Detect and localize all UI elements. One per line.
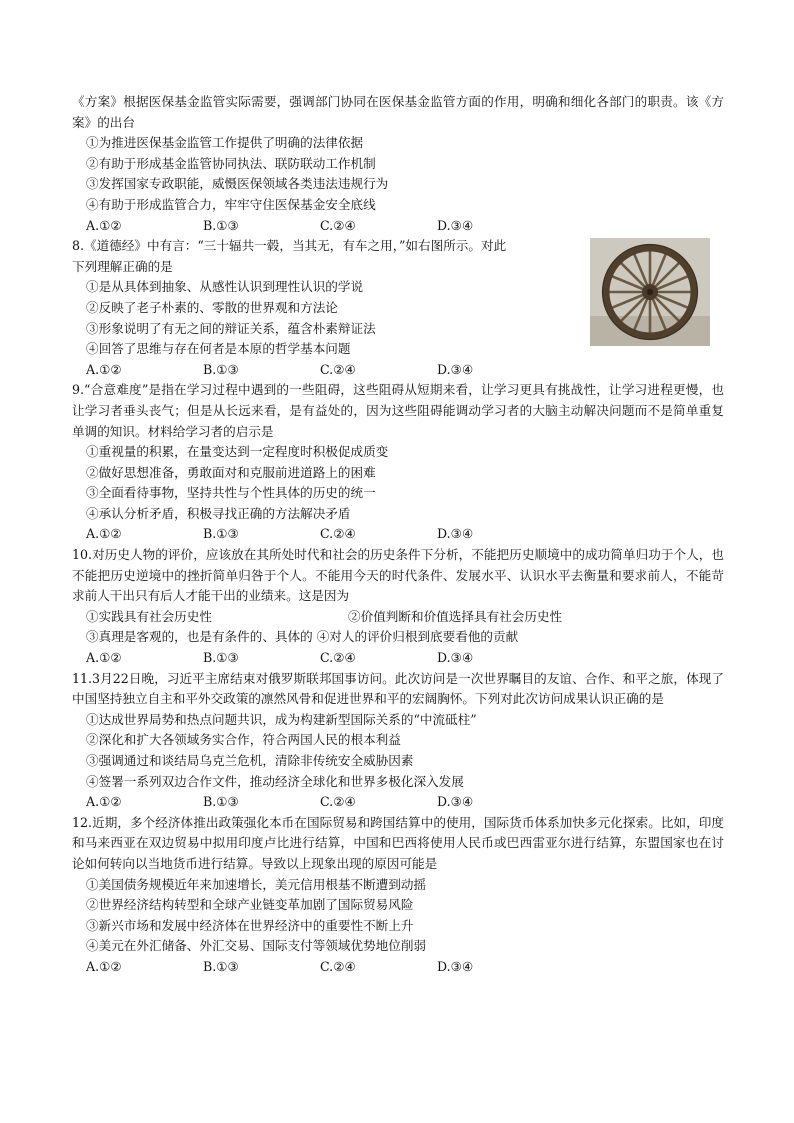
question-10-item-4: ④对人的评价归根到底要看他的贡献 — [316, 629, 519, 645]
question-7-item-3: ③发挥国家专政职能，威慑医保领域各类违法违规行为 — [86, 176, 389, 192]
question-9-item-1: ①重视量的积累，在量变达到一定程度时积极促成质变 — [86, 444, 389, 460]
question-11 — [72, 669, 724, 813]
question-8-item-3: ③形象说明了有无之间的辩证关系，蕴含朴素辩证法 — [86, 320, 376, 336]
question-7-item-1: ①为推进医保基金监管工作提供了明确的法律依据 — [86, 135, 364, 151]
question-7-item-2: ②有助于形成基金监管协同执法、联防联动工作机制 — [86, 155, 376, 171]
choice-b[interactable]: B.①③ — [203, 650, 239, 666]
question-9 — [72, 380, 724, 545]
choice-a[interactable]: A.①② — [86, 361, 122, 377]
choice-d[interactable]: D.③④ — [437, 650, 474, 666]
choice-b[interactable]: B.①③ — [203, 526, 239, 542]
wooden-wheel-image — [590, 238, 710, 346]
choice-a[interactable]: A.①② — [86, 794, 122, 810]
choice-c[interactable]: C.②④ — [320, 650, 356, 666]
question-8-item-2: ②反映了老子朴素的、零散的世界观和方法论 — [86, 299, 338, 315]
question-11-item-4: ④签署一系列双边合作文件，推动经济全球化和世界多极化深入发展 — [86, 773, 464, 789]
choice-d[interactable]: D.③④ — [437, 361, 474, 377]
question-12-stem: 12.近期，多个经济体推出政策强化本币在国际贸易和跨国结算中的使用，国际货币体系加快多元化探索。比如，印度和马来西亚在双边贸易中拟用印度卢比进行结算，中国和巴西将使用人民币或巴西雷亚尔进行结算，东盟国家也在讨论如何转向以当地货币进行结算。导致以上现象出现的原因可能是 — [72, 814, 724, 871]
choice-c[interactable]: C.②④ — [320, 958, 356, 974]
question-12-item-2: ②世界经济结构转型和全球产业链变革加剧了国际贸易风险 — [86, 897, 414, 913]
choice-c[interactable]: C.②④ — [320, 361, 356, 377]
question-9-item-4: ④承认分析矛盾，积极寻找正确的方法解决矛盾 — [86, 505, 351, 521]
question-12-item-4: ④美元在外汇储备、外汇交易、国际支付等领域优势地位削弱 — [86, 938, 427, 954]
exam-page — [72, 92, 724, 978]
question-10-stem: 10.对历史人物的评价，应该放在其所处时代和社会的历史条件下分析，不能把历史顺境中的成功简单归功于个人，也不能把历史逆境中的挫折简单归咎于个人。不能用今天的时代条件、发展水平、认识水平去衡量和要求前人，不能苛求前人干出只有后人才能干出的业绩来。这是因为 — [72, 547, 724, 604]
question-11-item-3: ③强调通过和谈结局乌克兰危机，清除非传统安全威胁因素 — [86, 753, 414, 768]
question-9-item-3: ③全面看待事物，坚持共性与个性具体的历史的统一 — [86, 485, 376, 501]
choice-d[interactable]: D.③④ — [437, 526, 474, 542]
choice-a[interactable]: A.①② — [86, 526, 122, 542]
choice-b[interactable]: B.①③ — [203, 794, 239, 810]
question-10-items-row-2 — [72, 627, 724, 648]
question-8-stem-line2: 下列理解正确的是 — [72, 258, 173, 274]
question-9-stem: 9.“合意难度”是指在学习过程中遇到的一些阻碍，这些阻碍从短期来看，让学习更具有挑战性，让学习进程更慢，也让学习者垂头丧气；但是从长远来看，是有益处的，因为这些阻碍能调动学习者的大脑主动解决问题而不是简单重复单调的知识。材料给学习者的启示是 — [72, 382, 724, 439]
choice-d[interactable]: D.③④ — [437, 217, 474, 233]
question-8 — [72, 236, 724, 380]
question-7-item-4: ④有助于形成监管合力，牢牢守住医保基金安全底线 — [86, 196, 376, 212]
question-12-item-1: ①美国债务规模近年来加速增长，美元信用根基不断遭到动摇 — [86, 876, 427, 892]
choice-b[interactable]: B.①③ — [203, 217, 239, 233]
question-8-choices — [72, 360, 724, 381]
question-9-choices — [72, 524, 724, 545]
question-12-item-3: ③新兴市场和发展中经济体在世界经济中的重要性不断上升 — [86, 917, 414, 933]
choice-c[interactable]: C.②④ — [320, 526, 356, 542]
question-10 — [72, 545, 724, 669]
choice-b[interactable]: B.①③ — [203, 958, 239, 974]
choice-a[interactable]: A.①② — [86, 217, 122, 233]
choice-a[interactable]: A.①② — [86, 650, 122, 666]
choice-c[interactable]: C.②④ — [320, 794, 356, 810]
question-7-stem: 《方案》根据医保基金监管实际需要，强调部门协同在医保基金监管方面的作用，明确和细化各部门的职责。该《方案》的出台 — [72, 94, 724, 130]
question-10-item-3: ③真理是客观的，也是有条件的、具体的 — [86, 629, 313, 645]
choice-a[interactable]: A.①② — [86, 958, 122, 974]
question-11-item-2: ②深化和扩大各领域务实合作，符合两国人民的根本利益 — [86, 732, 401, 748]
question-8-stem-line1: 8.《道德经》中有言：“三十辐共一毂，当其无，有车之用，”如右图所示。对此 — [72, 238, 507, 254]
question-10-items-row-1 — [72, 607, 724, 628]
question-11-item-1: ①达成世界局势和热点问题共识，成为构建新型国际关系的“中流砥柱” — [86, 711, 477, 727]
choice-b[interactable]: B.①③ — [203, 361, 239, 377]
choice-c[interactable]: C.②④ — [320, 217, 356, 233]
choice-d[interactable]: D.③④ — [437, 794, 474, 810]
choice-d[interactable]: D.③④ — [437, 958, 474, 974]
question-8-item-1: ①是从具体到抽象、从感性认识到理性认识的学说 — [86, 279, 364, 295]
question-10-item-2: ②价值判断和价值选择具有社会历史性 — [348, 608, 563, 624]
question-8-item-4: ④回答了思维与存在何者是本原的哲学基本问题 — [86, 341, 351, 357]
question-10-item-1: ①实践具有社会历史性 — [86, 608, 212, 624]
question-7 — [72, 92, 724, 236]
question-11-choices — [72, 792, 724, 813]
question-9-item-2: ②做好思想准备，勇敢面对和克服前进道路上的困难 — [86, 464, 376, 480]
question-12-choices — [72, 957, 724, 978]
question-11-stem: 11.3月22日晚，习近平主席结束对俄罗斯联邦国事访问。此次访问是一次世界瞩目的友谊、合作、和平之旅，体现了中国坚持独立自主和平外交政策的凛然风骨和促进世界和平的宏阔胸怀。下列对此次访问成果认识正确的是 — [72, 670, 724, 707]
question-7-choices — [72, 216, 724, 237]
question-12 — [72, 813, 724, 978]
question-10-choices — [72, 648, 724, 669]
